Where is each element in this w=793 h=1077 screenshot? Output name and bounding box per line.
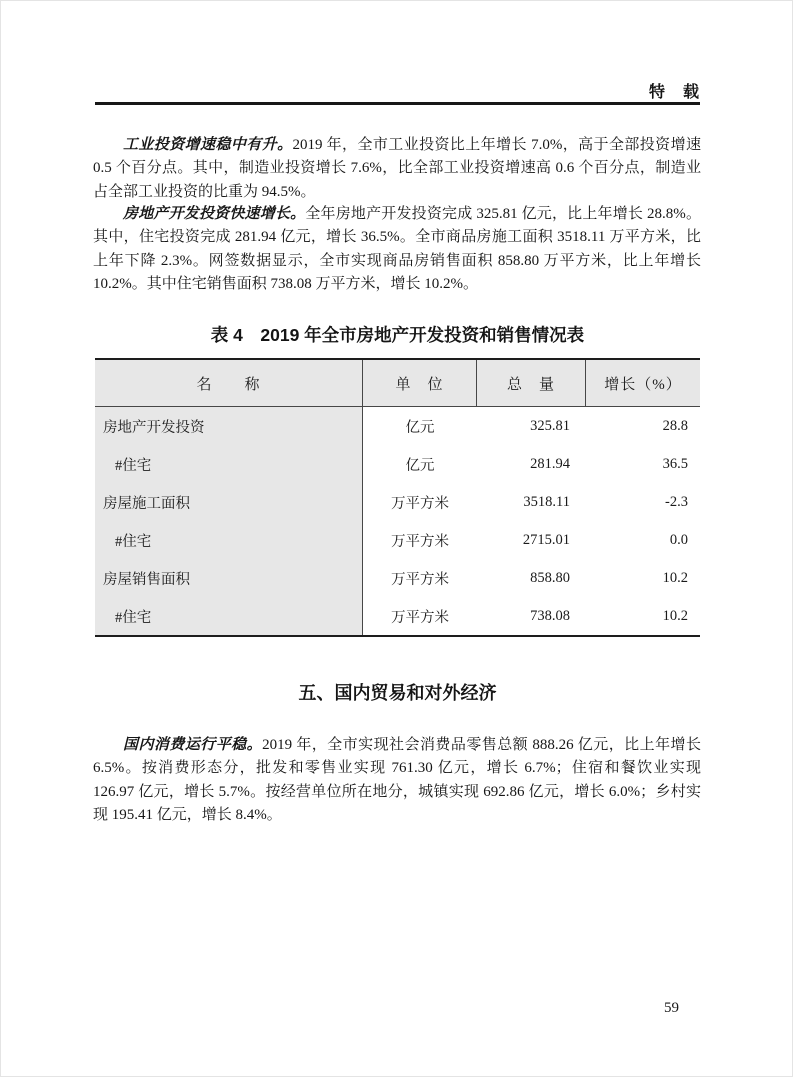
table-row [95, 407, 700, 445]
cell-name: #住宅 [95, 521, 363, 559]
cell-unit: 亿元 [405, 419, 435, 436]
table-row [95, 597, 700, 635]
column-header-total: 总 量 [477, 360, 586, 406]
paragraph-lead: 国内消费运行平稳。 [123, 737, 263, 753]
column-header-growth: 增长（%） [604, 376, 682, 393]
cell-growth: 10.2 [662, 569, 688, 586]
table-4-realestate [95, 358, 700, 637]
cell-growth: 0.0 [669, 531, 688, 548]
cell-name: #住宅 [95, 445, 363, 483]
cell-unit: 万平方米 [391, 533, 449, 550]
table-row [95, 483, 700, 521]
page-number: 59 [664, 1000, 679, 1016]
cell-unit: 万平方米 [391, 571, 449, 588]
cell-name: 房屋销售面积 [95, 559, 363, 597]
table-body [95, 407, 700, 635]
cell-total: 325.81 [530, 417, 570, 434]
paragraph-realestate-investment [93, 203, 701, 297]
column-header-unit: 单 位 [363, 360, 477, 406]
paragraph-body: 2019 年，全市工业投资比上年增长 7.0%，高于全部投资增速 0.5 个百分点。其中，制造业投资增长 7.6%，比全部工业投资增速高 0.6 个百分点，制造业占全部工业投资的比重为 94.5%。 [93, 137, 701, 200]
table-header-row [95, 360, 700, 407]
paragraph-body: 2019 年，全市实现社会消费品零售总额 888.26 亿元，比上年增长 6.5%。按消费形态分，批发和零售业实现 761.30 亿元，增长 6.7%；住宿和餐饮业实现 126.97 亿元，增长 5.7%。按经营单位所在地分，城镇实现 692.86 亿元，增长 6.0%；乡村实现 195.41 亿元，增长 8.4%。 [93, 737, 701, 824]
table-row [95, 445, 700, 483]
cell-growth: 10.2 [662, 607, 688, 624]
page-header-label: 特 载 [648, 84, 700, 101]
section-heading: 五、国内贸易和对外经济 [298, 683, 497, 703]
cell-growth: 28.8 [662, 417, 688, 434]
table-title: 表 4 2019 年全市房地产开发投资和销售情况表 [210, 325, 585, 345]
cell-name: 房屋施工面积 [95, 483, 363, 521]
table-row [95, 521, 700, 559]
cell-growth: -2.3 [665, 493, 688, 510]
table-row [95, 559, 700, 597]
paragraph-body: 全年房地产开发投资完成 325.81 亿元，比上年增长 28.8%。其中，住宅投资完成 281.94 亿元，增长 36.5%。全市商品房施工面积 3518.11 万平方米，比上年下降 2.3%。网签数据显示，全市实现商品房销售面积 858.80 万平方米，比上年增长 10.2%。其中住宅销售面积 738.08 万平方米，增长 10.2%。 [93, 206, 701, 293]
cell-growth: 36.5 [662, 455, 688, 472]
cell-total: 738.08 [530, 607, 570, 624]
cell-unit: 万平方米 [391, 495, 449, 512]
cell-total: 858.80 [530, 569, 570, 586]
cell-unit: 亿元 [405, 457, 435, 474]
paragraph-domestic-consumption [93, 734, 701, 828]
paragraph-lead: 工业投资增速稳中有升。 [123, 137, 293, 153]
cell-total: 3518.11 [523, 493, 570, 510]
header-rule [95, 102, 700, 105]
paragraph-industry-investment [93, 134, 701, 204]
paragraph-lead: 房地产开发投资快速增长。 [123, 206, 306, 222]
column-header-name: 名 称 [95, 360, 363, 406]
cell-name: 房地产开发投资 [95, 407, 363, 445]
cell-total: 281.94 [530, 455, 570, 472]
cell-name: #住宅 [95, 597, 363, 635]
cell-unit: 万平方米 [391, 609, 449, 626]
cell-total: 2715.01 [522, 531, 570, 548]
